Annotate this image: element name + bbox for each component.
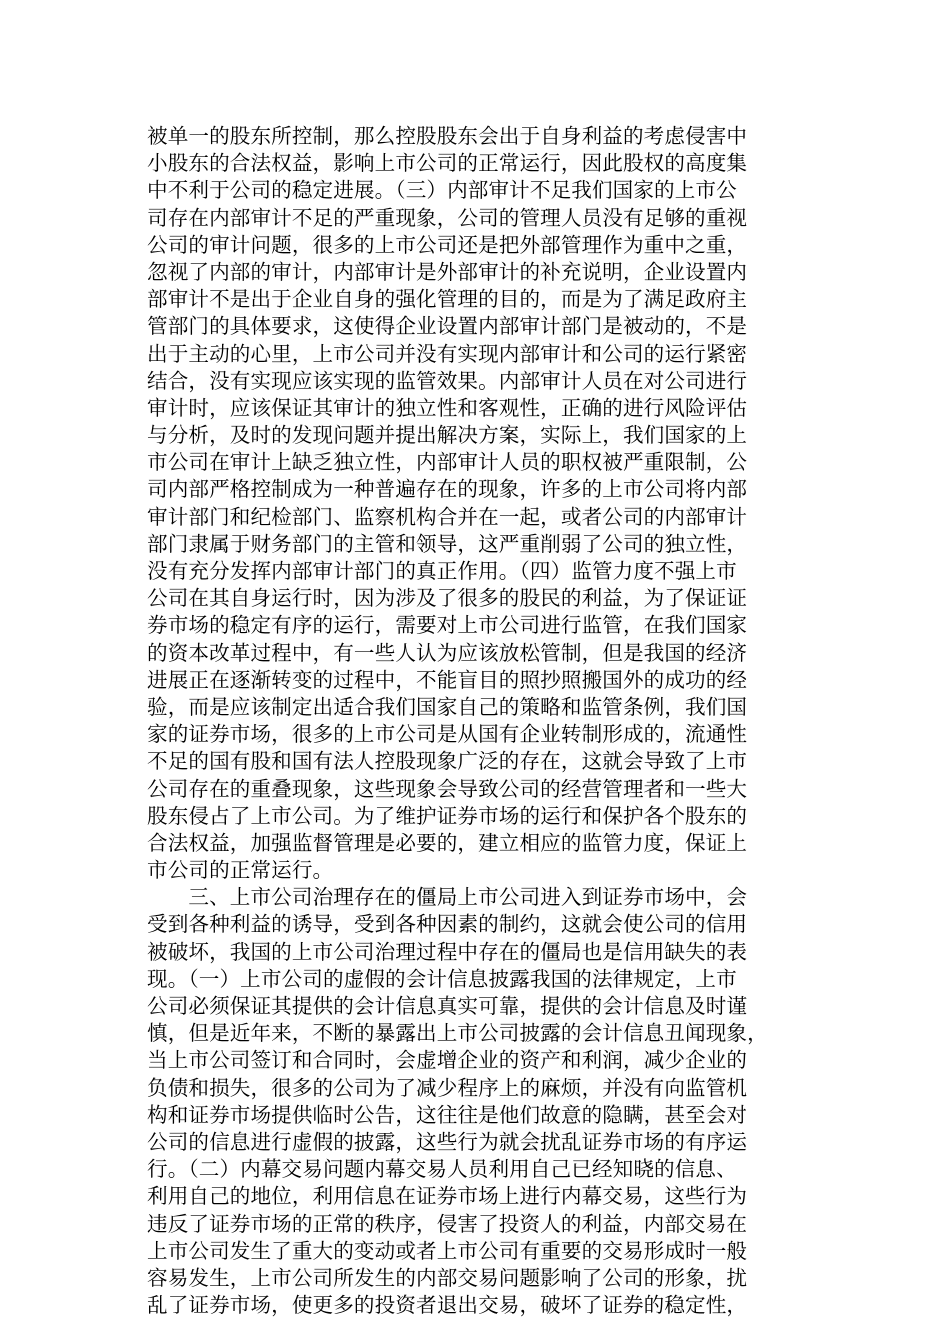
text-line: 审计部门和纪检部门、监察机构合并在一起，或者公司的内部审计 [147, 504, 748, 529]
text-line: 市公司的正常运行。 [147, 858, 334, 883]
text-line: 管部门的具体要求，这使得企业设置内部审计部门是被动的，不是 [147, 314, 748, 339]
text-line: 市公司在审计上缺乏独立性，内部审计人员的职权被严重限制，公 [147, 450, 748, 475]
text-line: 进展正在逐渐转变的过程中，不能盲目的照抄照搬国外的成功的经 [147, 667, 748, 692]
text-line: 公司存在的重叠现象，这些现象会导致公司的经营管理者和一些大 [147, 776, 748, 801]
body-text [147, 123, 803, 1319]
text-line: 券市场的稳定有序的运行，需要对上市公司进行监管，在我们国家 [147, 613, 748, 638]
text-line: 没有充分发挥内部审计部门的真正作用。（四）监管力度不强上市 [147, 559, 737, 583]
text-line: 部门隶属于财务部门的主管和领导，这严重削弱了公司的独立性， [147, 531, 748, 556]
text-line: 当上市公司签订和合同时，会虚增企业的资产和利润，减少企业的 [147, 1048, 748, 1073]
text-line: 司内部严格控制成为一种普遍存在的现象，许多的上市公司将内部 [147, 477, 748, 502]
text-line: 公司的信息进行虚假的披露，这些行为就会扰乱证券市场的有序运 [147, 1129, 748, 1154]
text-line: 部审计不是出于企业自身的强化管理的目的，而是为了满足政府主 [147, 287, 748, 312]
text-line: 忽视了内部的审计，内部审计是外部审计的补充说明，企业设置内 [147, 259, 748, 284]
text-line: 审计时，应该保证其审计的独立性和客观性，正确的进行风险评估 [147, 395, 748, 420]
text-line: 容易发生，上市公司所发生的内部交易问题影响了公司的形象，扰 [147, 1265, 748, 1290]
text-line: 股东侵占了上市公司。为了维护证券市场的运行和保护各个股东的 [147, 803, 748, 828]
text-line: 验，而是应该制定出适合我们国家自己的策略和监管条例，我们国 [147, 694, 748, 719]
text-line: 上市公司发生了重大的变动或者上市公司有重要的交易形成时一般 [147, 1238, 748, 1263]
text-line: 与分析，及时的发现问题并提出解决方案，实际上，我们国家的上 [147, 423, 748, 448]
text-line: 被单一的股东所控制，那么控股股东会出于自身利益的考虑侵害中 [147, 124, 748, 148]
text-line: 违反了证券市场的正常的秩序，侵害了投资人的利益，内部交易在 [147, 1211, 748, 1236]
text-line: 中不利于公司的稳定进展。（三）内部审计不足我们国家的上市公 [147, 178, 737, 203]
text-line: 小股东的合法权益，影响上市公司的正常运行，因此股权的高度集 [147, 151, 748, 176]
text-line: 出于主动的心里，上市公司并没有实现内部审计和公司的运行紧密 [147, 341, 748, 366]
text-line: 构和证券市场提供临时公告，这往往是他们故意的隐瞒，甚至会对 [147, 1102, 748, 1127]
text-line: 公司在其自身运行时，因为涉及了很多的股民的利益，为了保证证 [147, 586, 748, 611]
text-line: 结合，没有实现应该实现的监管效果。内部审计人员在对公司进行 [147, 368, 748, 393]
text-line: 合法权益，加强监督管理是必要的，建立相应的监管力度，保证上 [147, 830, 748, 855]
text-line: 现。（一）上市公司的虚假的会计信息披露我国的法律规定，上市 [147, 966, 737, 991]
text-line: 公司的审计问题，很多的上市公司还是把外部管理作为重中之重， [147, 232, 748, 257]
text-line: 被破坏，我国的上市公司治理过程中存在的僵局也是信用缺失的表 [147, 939, 748, 964]
text-line: 公司必须保证其提供的会计信息真实可靠，提供的会计信息及时谨 [147, 994, 748, 1018]
text-line: 三、上市公司治理存在的僵局上市公司进入到证券市场中，会 [147, 885, 748, 910]
text-line: 慎，但是近年来，不断的暴露出上市公司披露的会计信息丑闻现象， [147, 1021, 768, 1046]
text-line: 乱了证券市场，使更多的投资者退出交易，破坏了证券的稳定性， [147, 1293, 748, 1318]
text-line: 不足的国有股和国有法人控股现象广泛的存在，这就会导致了上市 [147, 749, 748, 774]
text-line: 行。（二）内幕交易问题内幕交易人员利用自己已经知晓的信息、 [147, 1157, 737, 1182]
text-line: 受到各种利益的诱导，受到各种因素的制约，这就会使公司的信用 [147, 912, 748, 937]
text-line: 负债和损失，很多的公司为了减少程序上的麻烦，并没有向监管机 [147, 1075, 748, 1100]
text-line: 的资本改革过程中，有一些人认为应该放松管制，但是我国的经济 [147, 640, 748, 665]
text-line: 利用自己的地位，利用信息在证券市场上进行内幕交易，这些行为 [147, 1184, 748, 1209]
text-line: 司存在内部审计不足的严重现象，公司的管理人员没有足够的重视 [147, 205, 748, 230]
text-line: 家的证券市场，很多的上市公司是从国有企业转制形成的，流通性 [147, 722, 748, 747]
